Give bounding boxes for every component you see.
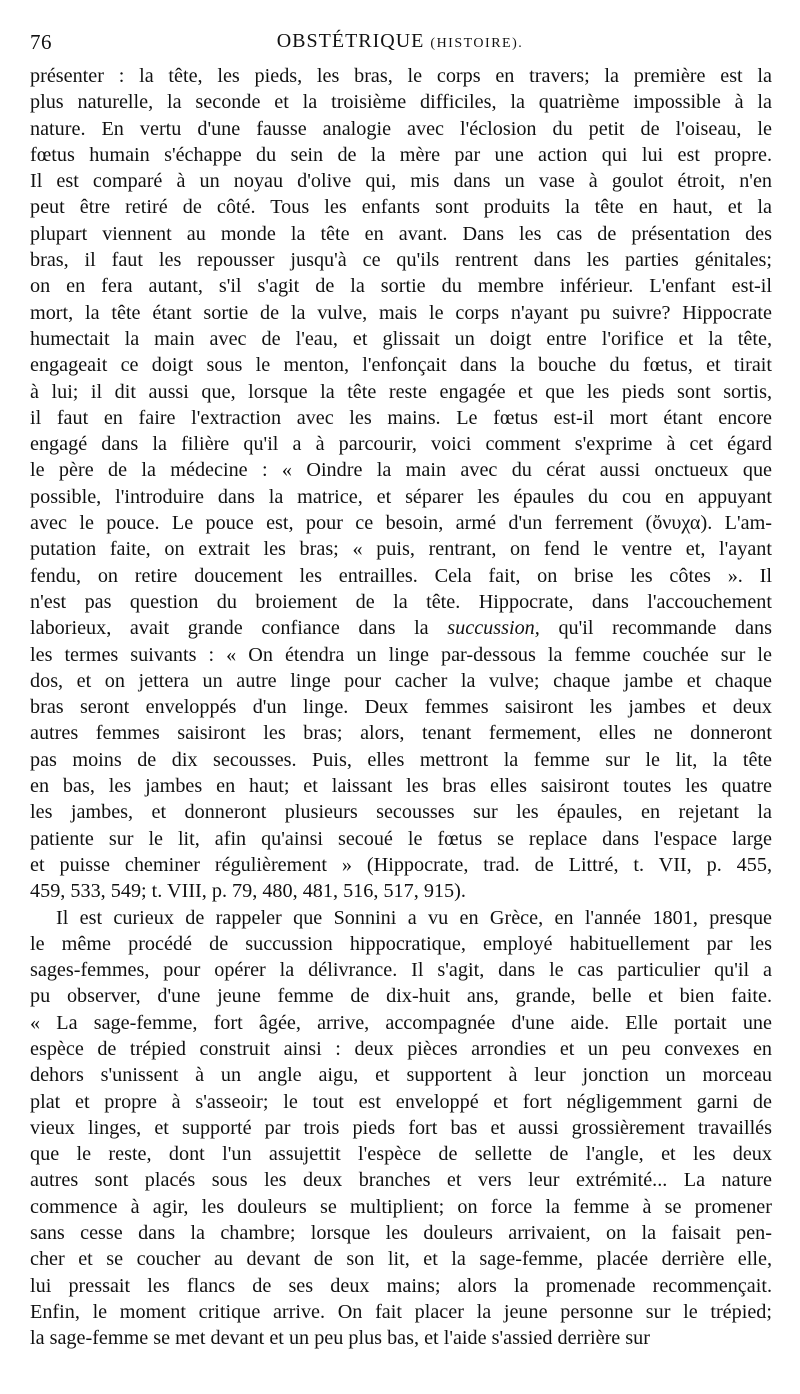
text-line: autres sont placés sous les deux branches et vers leur extrémité... La nature (30, 1169, 772, 1192)
running-title-subtitle: (HISTOIRE). (430, 36, 524, 51)
text-line: cher et se coucher au devant de son lit, et la sage-femme, placée derrière elle, (30, 1248, 772, 1271)
text-segment: laborieux, avait grande confiance dans la (30, 617, 448, 640)
text-line: et puisse cheminer régulièrement » (Hippocrate, trad. de Littré, t. VII, p. 455, (30, 853, 772, 876)
text-line: autres femmes saisiront les bras; alors, tenant fermement, elles ne donneront (30, 722, 772, 745)
text-line: possible, l'introduire dans la matrice, et séparer les épaules du cou en appuyant (30, 485, 772, 508)
text-line: putation faite, on extrait les bras; « puis, rentrant, on fend le ventre et, l'ayant (30, 538, 772, 561)
text-line: Il est comparé à un noyau d'olive qui, mis dans un vase à goulot étroit, n'en (30, 170, 772, 193)
text-line: commence à agir, les douleurs se multiplient; on force la femme à se promener (30, 1195, 772, 1218)
text-line: 459, 533, 549; t. VIII, p. 79, 480, 481, 516, 517, 915). (30, 880, 466, 903)
text-line: plat et propre à s'asseoir; le tout est enveloppé et fort négligemment garni de (30, 1090, 772, 1113)
text-line: on en fera autant, s'il s'agit de la sortie du membre inférieur. L'enfant est-il (30, 275, 772, 298)
page-number: 76 (30, 30, 52, 54)
text-line: humectait la main avec de l'eau, et glissait un doigt entre l'orifice et la tête, (30, 327, 772, 350)
text-line: pas moins de dix secousses. Puis, elles mettront la femme sur le lit, la tête (30, 748, 772, 771)
text-line: pu observer, d'une jeune femme de dix-huit ans, grande, belle et bien faite. (30, 985, 772, 1008)
running-title-main: OBSTÉTRIQUE (276, 30, 425, 52)
text-line: plus naturelle, la seconde et la troisième difficiles, la quatrième impossible à la (30, 91, 772, 114)
text-line: espèce de trépied construit ainsi : deux pièces arrondies et un peu convexes en (30, 1037, 772, 1060)
text-line: nature. En vertu d'une fausse analogie avec l'éclosion du petit de l'oiseau, le (30, 117, 772, 140)
text-line: patiente sur le lit, afin qu'ainsi secoué le fœtus se replace dans l'espace large (30, 827, 772, 850)
text-line: le père de la médecine : « Oindre la main avec du cérat aussi onctueux que (30, 459, 772, 482)
text-line: il faut en faire l'extraction avec les mains. Le fœtus est-il mort étant encore (30, 406, 772, 429)
running-header (30, 16, 770, 56)
text-segment: qu'il recommande dans (539, 617, 772, 640)
text-line: bras seront enveloppés d'un linge. Deux femmes saisiront les jambes et deux (30, 696, 772, 719)
text-line: mort, la tête étant sortie de la vulve, mais le corps n'ayant pu suivre? Hippocrate (30, 301, 772, 324)
text-line (30, 615, 772, 641)
text-line: à lui; il dit aussi que, lorsque la tête reste engagée et que les pieds sont sortis, (30, 380, 772, 403)
text-line: sans cesse dans la chambre; lorsque les douleurs arrivaient, on la faisait pen- (30, 1222, 772, 1245)
text-line: présenter : la tête, les pieds, les bras, le corps en travers; la première est la (30, 65, 772, 87)
text-line: Il est curieux de rappeler que Sonnini a vu en Grèce, en l'année 1801, presque (56, 906, 772, 929)
text-line: n'est pas question du broiement de la tête. Hippocrate, dans l'accouchement (30, 590, 772, 613)
text-line: la sage-femme se met devant et un peu plus bas, et l'aide s'assied derrière sur (30, 1327, 650, 1350)
text-line: sages-femmes, pour opérer la délivrance. Il s'agit, dans le cas particulier qu'il a (30, 959, 772, 982)
text-line: dos, et on jettera un autre linge pour cacher la vulve; chaque jambe et chaque (30, 669, 772, 692)
emphasized-word: succussion, (447, 617, 540, 640)
text-line: en bas, les jambes en haut; et laissant les bras elles saisiront toutes les quatre (30, 775, 772, 798)
text-line: fendu, on retire doucement les entrailles. Cela fait, on brise les côtes ». Il (30, 564, 772, 587)
text-line: plupart viennent au monde la tête en avant. Dans les cas de présentation des (30, 222, 772, 245)
paragraph (30, 905, 772, 1352)
text-line: les jambes, et donneront plusieurs secousses sur les épaules, en rejetant la (30, 801, 772, 824)
text-line: engageait ce doigt sous le menton, l'enfonçait dans la bouche du fœtus, et tirait (30, 354, 772, 377)
text-line: Enfin, le moment critique arrive. On fait placer la jeune personne sur le trépied; (30, 1300, 772, 1323)
text-line: les termes suivants : « On étendra un linge par-dessous la femme couchée sur le (30, 643, 772, 666)
text-line: dehors s'unissent à un angle aigu, et supportent à leur jonction un morceau (30, 1064, 772, 1087)
paragraph (30, 63, 772, 905)
text-line: que le reste, dont l'un assujettit l'espèce de sellette de l'angle, et les deux (30, 1143, 772, 1166)
text-line: peut être retiré de côté. Tous les enfants sont produits la tête en haut, et la (30, 196, 772, 219)
running-title (30, 30, 770, 53)
text-line: avec le pouce. Le pouce est, pour ce besoin, armé d'un ferrement (ὄνυχα). L'am- (30, 512, 772, 535)
body-text (30, 63, 772, 1352)
text-line: vieux linges, et supporté par trois pieds fort bas et aussi grossièrement travaillés (30, 1116, 772, 1139)
text-line: « La sage-femme, fort âgée, arrive, accompagnée d'une aide. Elle portait une (30, 1011, 772, 1034)
text-line: le même procédé de succussion hippocratique, employé habituellement par les (30, 932, 772, 955)
text-line: lui pressait les flancs de ses deux mains; alors la promenade recommençait. (30, 1274, 772, 1297)
text-line: engagé dans la filière qu'il a à parcourir, voici comment s'exprime à cet égard (30, 433, 772, 456)
text-line: bras, il faut les repousser jusqu'à ce qu'ils rentrent dans les parties génitales; (30, 249, 772, 272)
text-line: fœtus humain s'échappe du sein de la mère par une action qui lui est propre. (30, 143, 772, 166)
